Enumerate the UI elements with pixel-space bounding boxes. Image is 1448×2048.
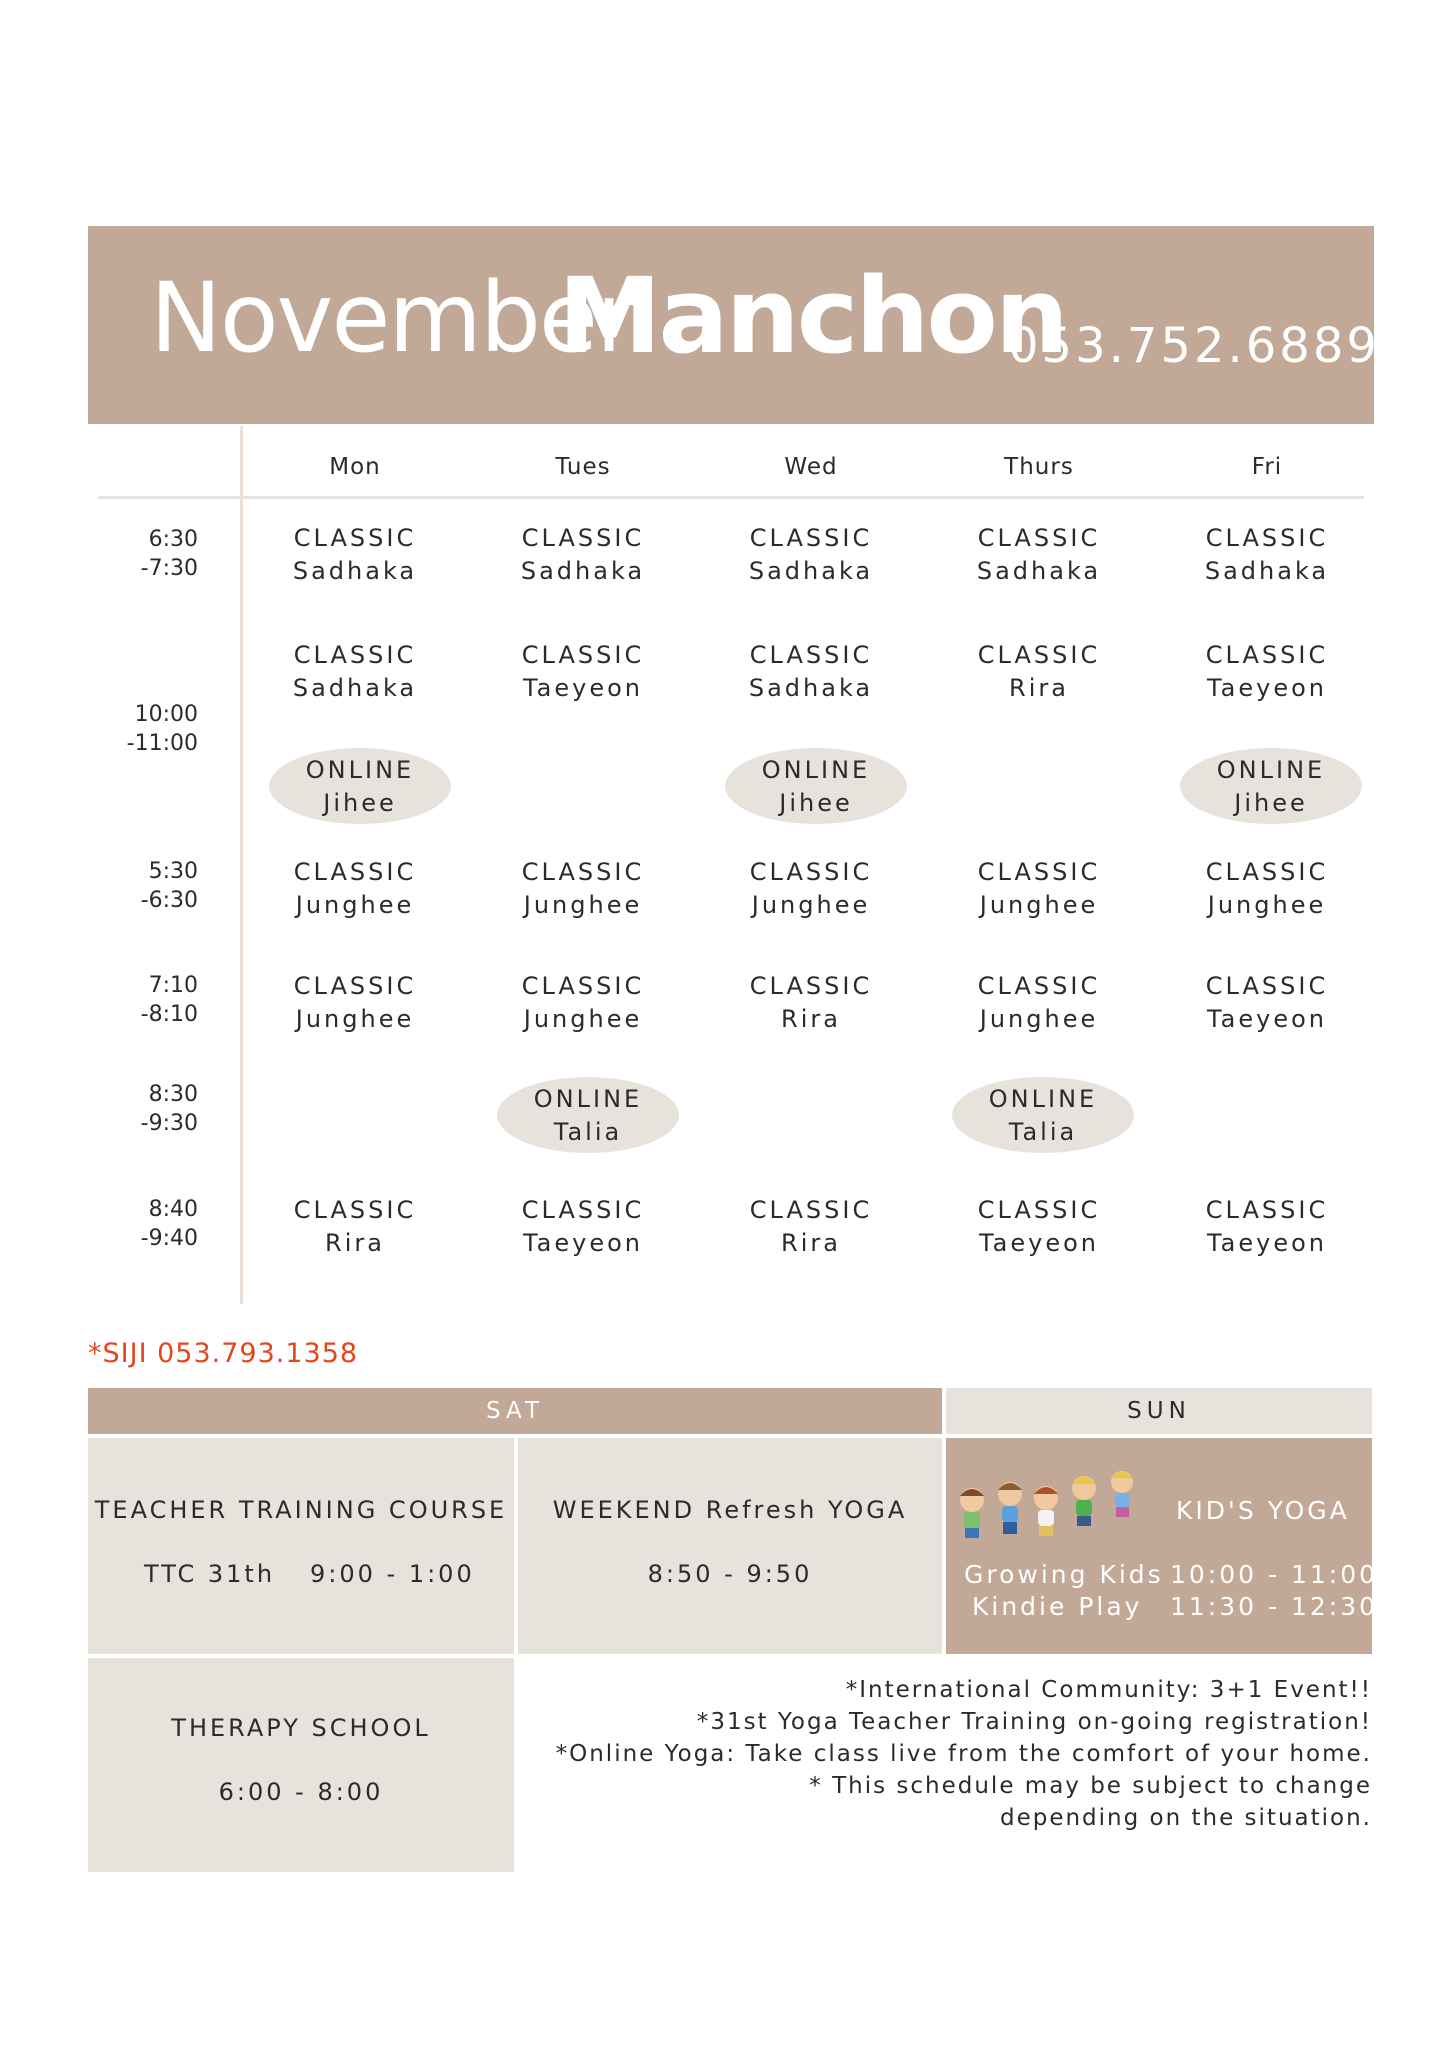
kids-class-time: 10:00 - 11:00 [1170, 1560, 1379, 1589]
class-cell: CLASSIC Taeyeon [521, 1196, 645, 1257]
therapy-box [88, 1658, 514, 1872]
online-class-cell: ONLINE Jihee [305, 756, 415, 817]
ttc-box [88, 1438, 514, 1654]
class-cell: CLASSIC Sadhaka [292, 641, 418, 702]
header-phone: 053.752.6889 [1008, 318, 1380, 374]
title-location: Manchon [558, 255, 1066, 377]
kids-yoga-title: KID'S YOGA [1176, 1496, 1350, 1525]
class-cell: CLASSIC Sadhaka [976, 524, 1102, 585]
class-cell: CLASSIC Junghee [977, 972, 1101, 1033]
kid-figure [998, 1482, 1022, 1534]
class-cell: CLASSIC Sadhaka [520, 524, 646, 585]
note-line: *International Community: 3+1 Event!! [845, 1677, 1372, 1703]
class-cell: CLASSIC Taeyeon [521, 641, 645, 702]
day-fri: Fri [1251, 454, 1283, 480]
class-cell: CLASSIC Sadhaka [1204, 524, 1330, 585]
refresh-title: WEEKEND Refresh YOGA [552, 1496, 908, 1524]
class-cell: CLASSIC Junghee [521, 972, 645, 1033]
time-slot-1: 6:30 -7:30 [140, 527, 198, 581]
kid-figure [960, 1488, 984, 1538]
class-cell: CLASSIC Taeyeon [1205, 972, 1329, 1033]
kid-figure [1072, 1476, 1096, 1526]
time-slot-3: 5:30 -6:30 [140, 859, 198, 913]
online-class-cell: ONLINE Jihee [1216, 756, 1326, 817]
ttc-time: 9:00 - 1:00 [310, 1560, 475, 1588]
class-cell: CLASSIC Junghee [977, 858, 1101, 919]
time-slot-5: 8:30 -9:30 [140, 1082, 198, 1136]
title-month: November [150, 262, 634, 374]
class-cell: CLASSIC Rira [293, 1196, 417, 1257]
day-header-divider [98, 496, 1364, 499]
class-cell: CLASSIC Junghee [521, 858, 645, 919]
class-cell: CLASSIC Rira [749, 1196, 873, 1257]
class-cell: CLASSIC Rira [749, 972, 873, 1033]
kids-class-name: Growing Kids [964, 1560, 1164, 1589]
online-class-cell: ONLINE Talia [988, 1085, 1098, 1146]
sun-header: SUN [946, 1388, 1372, 1434]
ttc-name: TTC 31th [144, 1560, 276, 1588]
time-slot-6: 8:40 -9:40 [140, 1197, 198, 1251]
kid-figure [1111, 1471, 1133, 1517]
refresh-time: 8:50 - 9:50 [647, 1560, 813, 1588]
class-cell: CLASSIC Junghee [749, 858, 873, 919]
class-cell: CLASSIC Taeyeon [1205, 641, 1329, 702]
time-slot-4: 7:10 -8:10 [140, 973, 198, 1027]
online-class-cell: ONLINE Talia [533, 1085, 643, 1146]
kids-class-name: Kindie Play [972, 1592, 1143, 1621]
class-cell: CLASSIC Sadhaka [748, 524, 874, 585]
note-line: *31st Yoga Teacher Training on-going registration! [696, 1709, 1372, 1735]
online-class-cell: ONLINE Jihee [761, 756, 871, 817]
therapy-time: 6:00 - 8:00 [218, 1778, 384, 1806]
day-mon: Mon [329, 454, 381, 480]
siji-contact: *SIJI 053.793.1358 [88, 1338, 359, 1369]
class-cell: CLASSIC Junghee [293, 858, 417, 919]
kid-figure [1034, 1486, 1058, 1536]
class-cell: CLASSIC Taeyeon [1205, 1196, 1329, 1257]
note-line: * This schedule may be subject to change [809, 1773, 1372, 1799]
class-cell: CLASSIC Taeyeon [977, 1196, 1101, 1257]
kids-class-time: 11:30 - 12:30 [1170, 1592, 1379, 1621]
note-line: *Online Yoga: Take class live from the comfort of your home. [555, 1741, 1372, 1767]
refresh-box [518, 1438, 942, 1654]
day-tues: Tues [555, 454, 611, 480]
class-cell: CLASSIC Sadhaka [748, 641, 874, 702]
class-cell: CLASSIC Sadhaka [292, 524, 418, 585]
time-slot-2: 10:00 -11:00 [126, 702, 198, 756]
day-wed: Wed [784, 454, 838, 480]
ttc-title: TEACHER TRAINING COURSE [94, 1496, 508, 1524]
class-cell: CLASSIC Junghee [293, 972, 417, 1033]
kids-illustration [950, 1470, 1150, 1550]
sat-header: SAT [88, 1388, 942, 1434]
notes-block [520, 1674, 1372, 1834]
class-cell: CLASSIC Junghee [1205, 858, 1329, 919]
note-line: depending on the situation. [999, 1805, 1372, 1831]
day-thurs: Thurs [1004, 454, 1074, 480]
class-cell: CLASSIC Rira [977, 641, 1101, 702]
therapy-title: THERAPY SCHOOL [171, 1714, 431, 1742]
